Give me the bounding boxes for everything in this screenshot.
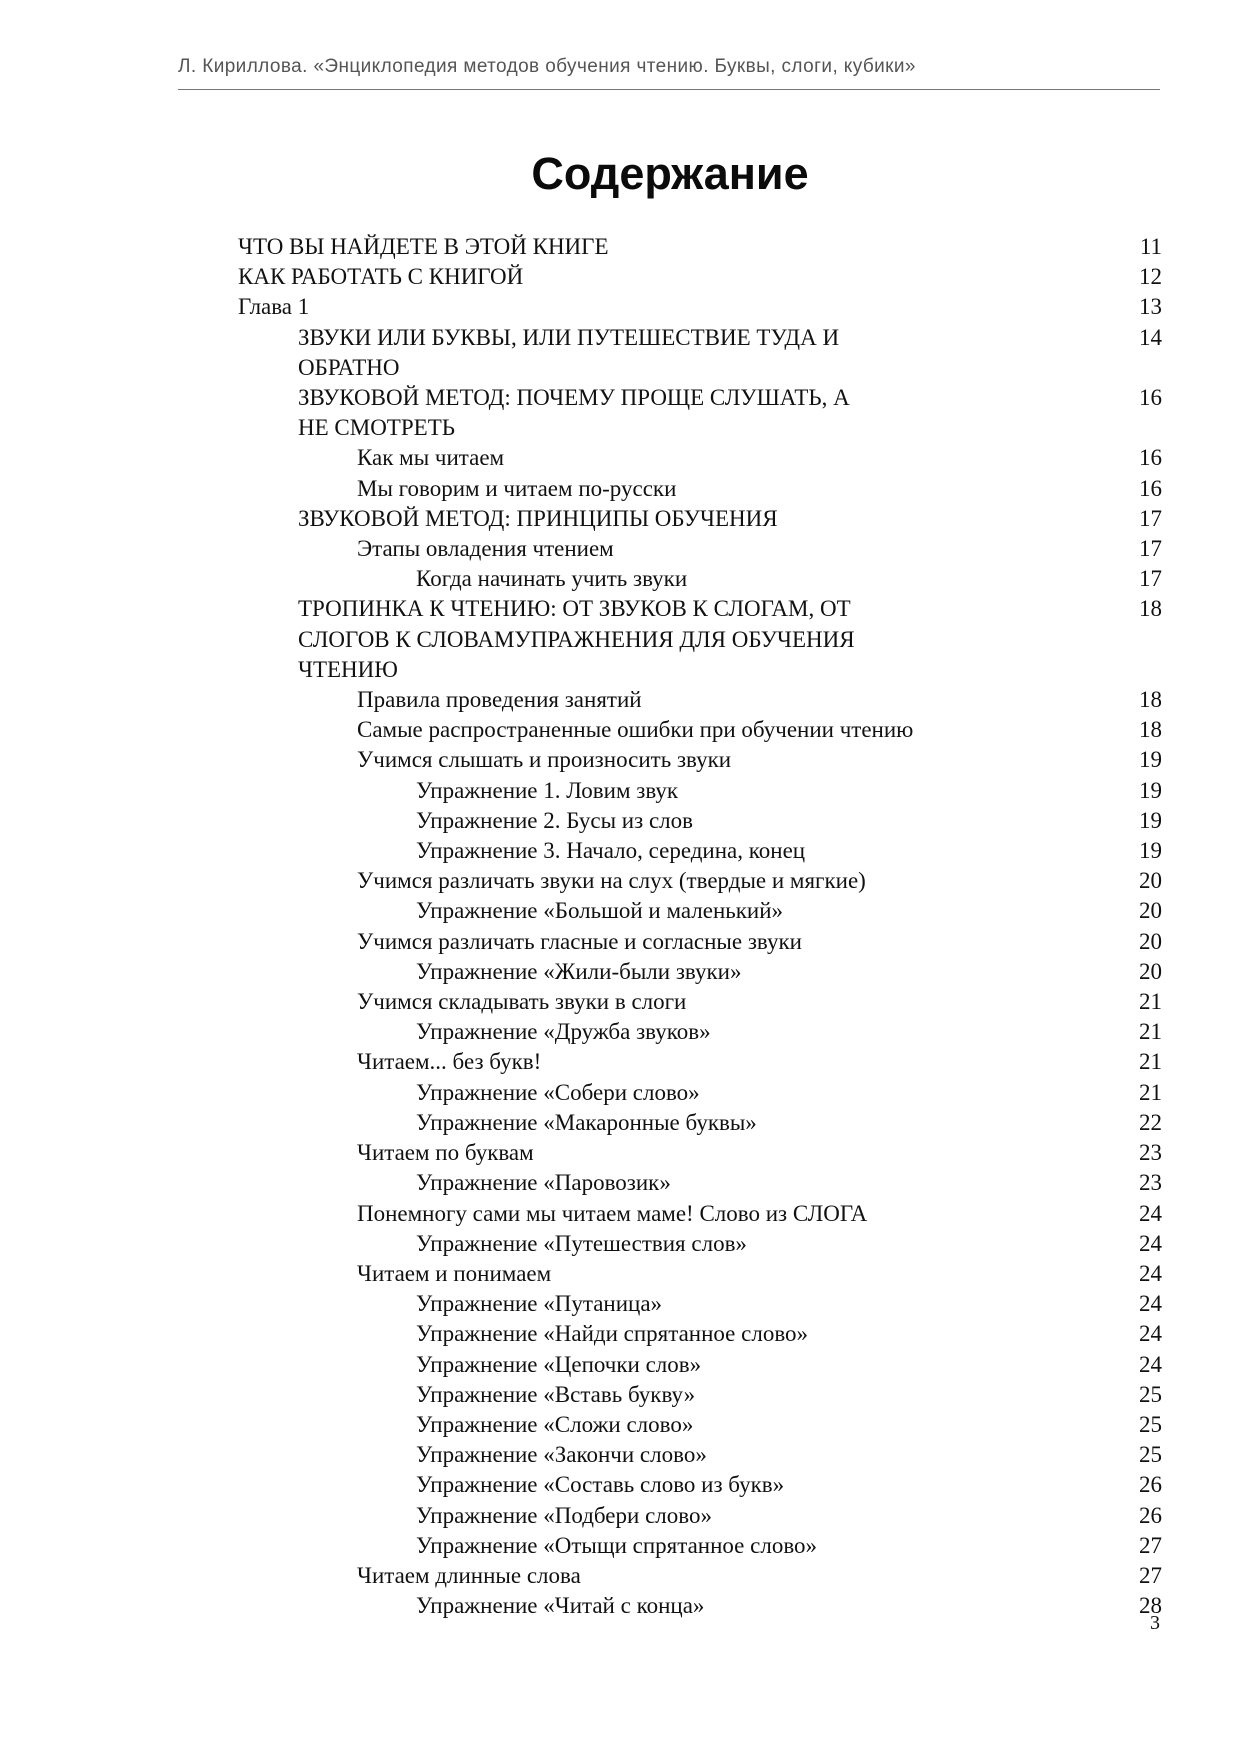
toc-entry[interactable] — [238, 1561, 1162, 1591]
toc-entry[interactable] — [238, 1168, 1162, 1198]
toc-entry[interactable] — [238, 1501, 1162, 1531]
toc-entry-page: 22 — [1139, 1109, 1162, 1135]
toc-entry-title: Упражнение «Путаница» — [416, 1291, 663, 1317]
toc-entry[interactable] — [238, 504, 1162, 534]
toc-entry-page: 11 — [1139, 234, 1162, 259]
toc-entry-page: 19 — [1139, 777, 1162, 803]
toc-entry-title: Упражнение «Макаронные буквы» — [416, 1109, 757, 1135]
toc-entry-title: ЗВУКИ ИЛИ БУКВЫ, ИЛИ ПУТЕШЕСТВИЕ ТУДА И ОБРАТНО — [298, 324, 840, 380]
toc-entry-page: 26 — [1139, 1502, 1162, 1528]
toc-entry-title: Упражнение «Дружба звуков» — [416, 1019, 711, 1045]
toc-entry[interactable] — [238, 1591, 1162, 1621]
toc-entry-title: Этапы овладения чтением — [357, 536, 614, 562]
toc-entry-page: 16 — [1139, 475, 1162, 501]
toc-entry[interactable] — [238, 1259, 1162, 1289]
toc-entry[interactable] — [238, 1470, 1162, 1500]
toc-entry[interactable] — [238, 594, 1162, 685]
toc-entry-title: Читаем по буквам — [357, 1140, 534, 1166]
toc-entry-page: 17 — [1139, 505, 1162, 531]
toc-entry[interactable] — [238, 896, 1162, 926]
toc-entry-page: 18 — [1139, 596, 1162, 622]
toc-entry-page: 19 — [1139, 807, 1162, 833]
toc-entry-title: Учимся различать гласные и согласные звуки — [357, 928, 802, 954]
toc-entry-page: 12 — [1139, 264, 1162, 290]
page-number: 3 — [1150, 1612, 1160, 1634]
toc-entry-page: 21 — [1139, 1049, 1162, 1075]
toc-entry-title: ЗВУКОВОЙ МЕТОД: ПРИНЦИПЫ ОБУЧЕНИЯ — [298, 505, 778, 531]
toc-entry-page: 27 — [1139, 1562, 1162, 1588]
toc-entry-title: Упражнение «Читай с конца» — [416, 1593, 705, 1619]
toc-entry-page: 28 — [1139, 1593, 1162, 1619]
toc-entry[interactable] — [238, 927, 1162, 957]
toc-entry-title: Читаем... без букв! — [357, 1049, 542, 1075]
toc-entry[interactable] — [238, 292, 1162, 322]
toc-entry[interactable] — [238, 323, 1162, 383]
toc-entry-title: Глава 1 — [238, 294, 310, 320]
toc-entry-title: Упражнение 1. Ловим звук — [416, 777, 679, 803]
toc-entry-title: ЧТО ВЫ НАЙДЕТЕ В ЭТОЙ КНИГЕ — [238, 234, 609, 259]
toc-entry-title: Понемногу сами мы читаем маме! Слово из СЛОГА — [357, 1200, 868, 1226]
table-of-contents — [238, 232, 1162, 1621]
toc-entry[interactable] — [238, 1078, 1162, 1108]
toc-entry-title: Упражнение «Цепочки слов» — [416, 1351, 702, 1377]
toc-entry[interactable] — [238, 987, 1162, 1017]
toc-entry[interactable] — [238, 1229, 1162, 1259]
toc-entry[interactable] — [238, 534, 1162, 564]
toc-entry-title: Упражнение «Вставь букву» — [416, 1381, 696, 1407]
toc-entry[interactable] — [238, 1440, 1162, 1470]
toc-entry-title: Упражнение 2. Бусы из слов — [416, 807, 693, 833]
toc-entry-page: 25 — [1139, 1381, 1162, 1407]
toc-entry-title: Читаем длинные слова — [357, 1562, 581, 1588]
toc-entry-title: Упражнение «Путешествия слов» — [416, 1230, 747, 1256]
toc-entry-title: Когда начинать учить звуки — [416, 566, 688, 592]
toc-entry-page: 20 — [1139, 928, 1162, 954]
toc-entry-page: 25 — [1139, 1442, 1162, 1468]
toc-entry-title: КАК РАБОТАТЬ С КНИГОЙ — [238, 264, 524, 290]
toc-entry[interactable] — [238, 1531, 1162, 1561]
toc-entry[interactable] — [238, 776, 1162, 806]
toc-entry-page: 20 — [1139, 868, 1162, 894]
toc-entry-title: ТРОПИНКА К ЧТЕНИЮ: ОТ ЗВУКОВ К СЛОГАМ, ОТ СЛОГОВ К СЛОВАМУПРАЖНЕНИЯ ДЛЯ ОБУЧЕНИЯ ЧТЕНИЮ — [298, 596, 855, 682]
toc-entry-title: Мы говорим и читаем по-русски — [357, 475, 677, 501]
toc-entry-title: Правила проведения занятий — [357, 687, 642, 713]
toc-entry-page: 18 — [1139, 687, 1162, 713]
toc-entry[interactable] — [238, 715, 1162, 745]
toc-entry-title: Упражнение «Подбери слово» — [416, 1502, 712, 1528]
toc-entry[interactable] — [238, 564, 1162, 594]
toc-entry-title: Упражнение «Паровозик» — [416, 1170, 671, 1196]
toc-entry[interactable] — [238, 957, 1162, 987]
toc-entry-page: 19 — [1139, 747, 1162, 773]
toc-entry-title: Упражнение «Найди спрятанное слово» — [416, 1321, 809, 1347]
toc-entry-page: 19 — [1139, 838, 1162, 864]
toc-entry-title: Упражнение «Составь слово из букв» — [416, 1472, 785, 1498]
toc-entry-title: ЗВУКОВОЙ МЕТОД: ПОЧЕМУ ПРОЩЕ СЛУШАТЬ, А НЕ СМОТРЕТЬ — [298, 385, 850, 441]
toc-entry[interactable] — [238, 232, 1162, 262]
toc-entry[interactable] — [238, 1380, 1162, 1410]
running-header: Л. Кириллова. «Энциклопедия методов обучения чтению. Буквы, слоги, кубики» — [178, 56, 916, 77]
toc-entry[interactable] — [238, 1319, 1162, 1349]
toc-entry-page: 18 — [1139, 717, 1162, 743]
toc-entry-title: Упражнение 3. Начало, середина, конец — [416, 838, 806, 864]
toc-entry-title: Как мы читаем — [357, 445, 505, 471]
toc-entry-page: 26 — [1139, 1472, 1162, 1498]
toc-entry-page: 20 — [1139, 898, 1162, 924]
toc-entry[interactable] — [238, 1350, 1162, 1380]
toc-entry-page: 17 — [1139, 566, 1162, 592]
toc-entry[interactable] — [238, 474, 1162, 504]
toc-entry[interactable] — [238, 1199, 1162, 1229]
toc-entry-page: 21 — [1139, 1079, 1162, 1105]
toc-entry-page: 13 — [1139, 294, 1162, 320]
toc-entry[interactable] — [238, 1289, 1162, 1319]
toc-entry-page: 24 — [1139, 1260, 1162, 1286]
toc-entry[interactable] — [238, 685, 1162, 715]
toc-entry-page: 24 — [1139, 1321, 1162, 1347]
toc-entry-title: Учимся складывать звуки в слоги — [357, 989, 687, 1015]
toc-entry-page: 16 — [1139, 385, 1162, 411]
toc-entry-page: 16 — [1139, 445, 1162, 471]
toc-entry-page: 21 — [1139, 989, 1162, 1015]
toc-entry[interactable] — [238, 866, 1162, 896]
toc-entry[interactable] — [238, 1017, 1162, 1047]
toc-entry-page: 27 — [1139, 1532, 1162, 1558]
toc-entry[interactable] — [238, 262, 1162, 292]
toc-entry-title: Упражнение «Сложи слово» — [416, 1411, 694, 1437]
toc-entry-title: Учимся слышать и произносить звуки — [357, 747, 732, 773]
toc-entry-title: Читаем и понимаем — [357, 1260, 552, 1286]
toc-entry[interactable] — [238, 1047, 1162, 1077]
toc-entry-title: Упражнение «Закончи слово» — [416, 1442, 707, 1468]
toc-entry-page: 24 — [1139, 1200, 1162, 1226]
toc-entry-title: Упражнение «Отыщи спрятанное слово» — [416, 1532, 818, 1558]
toc-entry-page: 14 — [1139, 324, 1162, 350]
toc-entry-title: Самые распространенные ошибки при обучении чтению — [357, 717, 914, 743]
toc-entry-page: 23 — [1139, 1170, 1162, 1196]
toc-entry-page: 24 — [1139, 1230, 1162, 1256]
toc-entry[interactable] — [238, 1108, 1162, 1138]
toc-entry-page: 24 — [1139, 1291, 1162, 1317]
toc-entry-page: 20 — [1139, 958, 1162, 984]
toc-entry[interactable] — [238, 806, 1162, 836]
toc-entry[interactable] — [238, 1410, 1162, 1440]
toc-entry-page: 24 — [1139, 1351, 1162, 1377]
toc-entry-page: 23 — [1139, 1140, 1162, 1166]
toc-entry-title: Упражнение «Жили-были звуки» — [416, 958, 742, 984]
toc-entry[interactable] — [238, 836, 1162, 866]
toc-entry[interactable] — [238, 443, 1162, 473]
toc-entry-page: 17 — [1139, 536, 1162, 562]
toc-entry[interactable] — [238, 1138, 1162, 1168]
toc-entry[interactable] — [238, 745, 1162, 775]
toc-entry-title: Упражнение «Большой и маленький» — [416, 898, 784, 924]
page-title: Содержание — [531, 148, 809, 199]
toc-entry-page: 25 — [1139, 1411, 1162, 1437]
toc-entry-title: Упражнение «Собери слово» — [416, 1079, 700, 1105]
header-divider — [178, 89, 1160, 90]
toc-entry[interactable] — [238, 383, 1162, 443]
toc-entry-title: Учимся различать звуки на слух (твердые и мягкие) — [357, 868, 866, 894]
toc-entry-page: 21 — [1139, 1019, 1162, 1045]
